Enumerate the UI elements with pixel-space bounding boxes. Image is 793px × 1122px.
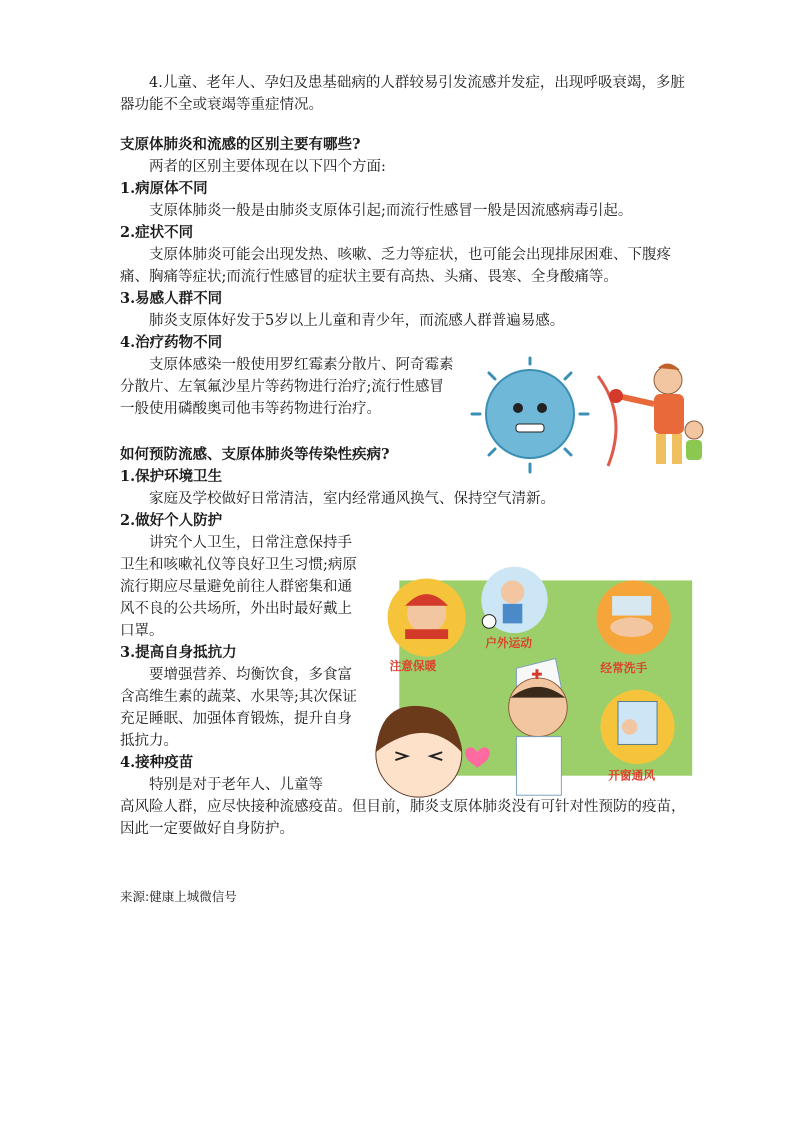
prevent-1-body: 家庭及学校做好日常清洁，室内经常通风换气、保持空气清新。 [149, 491, 555, 507]
diff-1-body: 支原体肺炎一般是由肺炎支原体引起;而流行性感冒一般是因流感病毒引起。 [149, 203, 633, 219]
section1-title: 支原体肺炎和流感的区别主要有哪些? [120, 136, 361, 153]
prevent-4-body-rest: 高风险人群，应尽快接种流感疫苗。但目前，肺炎支原体肺炎没有可针对性预防的疫苗，因此一定要做好自身防护。 [120, 799, 686, 837]
prevention-illustration [370, 558, 700, 803]
virus-icon [472, 358, 588, 472]
adult-figure-icon [609, 363, 684, 464]
label-outdoor-sports: 户外运动 [485, 635, 533, 650]
nurse-icon [509, 659, 568, 796]
prevent-3-body: 要增强营养、均衡饮食，多食富含高维生素的蔬菜、水果等;其次保证充足睡眠、加强体育锻炼，提升自身抵抗力。 [120, 667, 357, 749]
label-keep-warm: 注意保暖 [389, 659, 437, 674]
prevent-2-body: 讲究个人卫生，日常注意保持手卫生和咳嗽礼仪等良好卫生习惯;病原流行期应尽量避免前往人群密集和通风不良的公共场所，外出时最好戴上口罩。 [120, 535, 357, 639]
prevent-4-body-line1: 特别是对于老年人、儿童等 [149, 777, 323, 793]
swipe-arc-icon [598, 376, 616, 466]
prevent-1-heading: 1.保护环境卫生 [120, 468, 223, 485]
outdoor-sports-badge [481, 567, 547, 633]
section2-title: 如何预防流感、支原体肺炎等传染性疾病? [120, 446, 390, 463]
diff-2-body: 支原体肺炎可能会出现发热、咳嗽、乏力等症状，也可能会出现排尿困难、下腹疼痛、胸痛等症状;而流行性感冒的症状主要有高热、头痛、畏寒、全身酸痛等。 [120, 247, 671, 285]
label-open-window: 开窗通风 [608, 768, 656, 783]
diff-3-heading: 3.易感人群不同 [120, 290, 223, 307]
child-figure-icon [685, 421, 703, 460]
hand-washing-badge [597, 580, 671, 654]
open-window-badge [600, 690, 674, 764]
diff-2-heading: 2.症状不同 [120, 224, 194, 241]
prevent-2-heading: 2.做好个人防护 [120, 512, 223, 529]
keep-warm-badge [388, 578, 466, 656]
source-credit: 来源:健康上城微信号 [120, 889, 237, 904]
section1-lead: 两者的区别主要体现在以下四个方面: [149, 159, 386, 175]
prevent-4-heading: 4.接种疫苗 [120, 754, 194, 771]
diff-4-body: 支原体感染一般使用罗红霉素分散片、阿奇霉素分散片、左氧氟沙星片等药物进行治疗;流行性感冒一般使用磷酸奥司他韦等药物进行治疗。 [120, 357, 454, 417]
diff-1-heading: 1.病原体不同 [120, 180, 208, 197]
diff-3-body: 肺炎支原体好发于5岁以上儿童和青少年，而流感人群普遍易感。 [149, 313, 565, 329]
prevent-3-heading: 3.提高自身抵抗力 [120, 644, 237, 661]
diff-4-heading: 4.治疗药物不同 [120, 334, 223, 351]
virus-illustration [468, 356, 708, 476]
intro-point-4: 4.儿童、老年人、孕妇及患基础病的人群较易引发流感并发症，出现呼吸衰竭，多脏器功能不全或衰竭等重症情况。 [120, 75, 685, 113]
label-hand-washing: 经常洗手 [600, 661, 648, 676]
